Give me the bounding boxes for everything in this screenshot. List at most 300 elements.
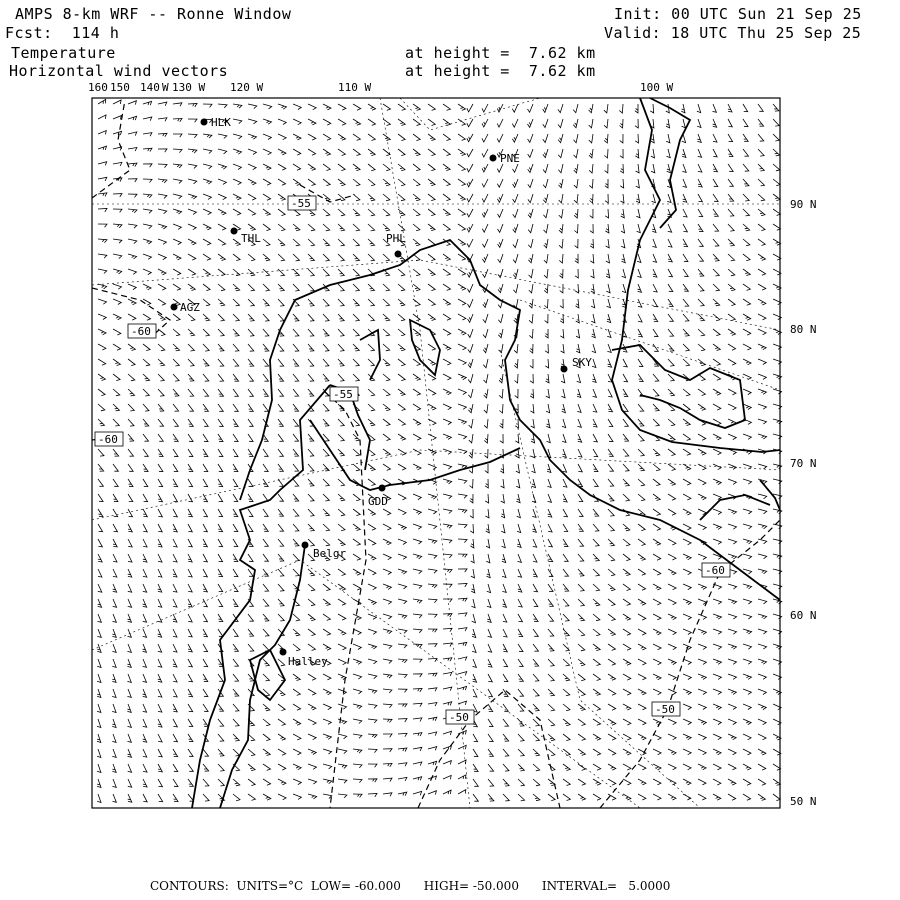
wind-barb <box>728 599 737 604</box>
wind-barb <box>668 464 675 471</box>
wind-barb <box>263 314 269 321</box>
wind-barb <box>398 719 407 722</box>
wind-barb <box>293 344 299 351</box>
wind-barb <box>308 134 316 140</box>
wind-barb <box>589 179 593 188</box>
wind-barb <box>323 749 332 754</box>
wind-barb <box>482 194 488 202</box>
wind-barb <box>593 584 600 591</box>
wind-barb <box>485 464 488 473</box>
wind-barb <box>248 149 256 155</box>
wind-barb <box>515 389 518 398</box>
wind-barb <box>203 479 208 487</box>
wind-barb <box>338 764 347 768</box>
wind-barb <box>698 314 705 321</box>
wind-barb <box>488 629 492 637</box>
wind-barb <box>443 119 450 126</box>
wind-barb <box>443 419 451 425</box>
wind-barb <box>758 149 764 156</box>
wind-barb <box>143 449 148 456</box>
wind-barb <box>158 629 162 637</box>
wind-barb <box>698 224 703 232</box>
wind-barb <box>353 149 360 156</box>
wind-barb <box>158 494 163 502</box>
wind-barb <box>173 539 177 547</box>
wind-barb <box>758 614 767 619</box>
wind-barb <box>713 284 720 291</box>
wind-barb <box>528 164 533 173</box>
wind-barb <box>143 284 151 290</box>
wind-barb <box>443 344 451 350</box>
wind-barb <box>728 464 736 469</box>
wind-barb <box>513 179 518 187</box>
wind-barb <box>353 734 362 738</box>
wind-barb <box>308 509 314 516</box>
wind-barb <box>98 254 107 258</box>
wind-barb <box>368 734 377 738</box>
wind-barb <box>128 734 132 742</box>
wind-barb <box>593 434 597 442</box>
wind-barb <box>498 209 504 217</box>
wind-barb <box>666 134 670 143</box>
wind-barb <box>248 164 256 170</box>
wind-barb <box>188 749 193 756</box>
wind-barb <box>113 314 121 320</box>
wind-barb <box>263 239 270 246</box>
wind-barb <box>563 494 567 502</box>
wind-barb <box>560 329 563 338</box>
wind-barb <box>233 539 238 547</box>
wind-barb <box>203 554 207 562</box>
wind-barb <box>338 734 347 739</box>
wind-barb <box>383 599 392 604</box>
wind-barb <box>278 119 286 125</box>
wind-barb <box>143 464 148 471</box>
wind-barb <box>482 104 488 112</box>
wind-barb <box>683 704 691 710</box>
wind-barb <box>773 164 780 171</box>
wind-barb <box>514 344 518 353</box>
wind-barb <box>528 179 533 188</box>
wind-barb <box>263 344 269 351</box>
wind-barb <box>608 719 616 725</box>
wind-barb <box>593 749 601 755</box>
wind-barb <box>218 419 223 426</box>
wind-barb <box>143 479 148 487</box>
wind-barb <box>278 149 286 155</box>
wind-barb <box>98 419 105 426</box>
wind-barb <box>413 389 421 395</box>
wind-barb <box>263 554 268 561</box>
wind-barb <box>353 689 362 694</box>
wind-barb <box>558 149 563 158</box>
wind-barb <box>278 179 286 185</box>
wind-barb <box>218 404 223 411</box>
wind-barb <box>127 689 131 697</box>
wind-barb <box>608 539 615 546</box>
wind-barb <box>578 449 582 457</box>
wind-barb <box>98 584 102 592</box>
wind-barb <box>683 344 689 351</box>
wind-barb <box>497 194 503 202</box>
wind-barb <box>529 284 533 293</box>
wind-barb <box>513 194 518 202</box>
forecast-hour: Fcst: 114 h <box>5 24 120 42</box>
wind-barb <box>278 734 286 740</box>
wind-barb <box>383 374 390 381</box>
wind-barb <box>113 374 120 381</box>
wind-barb <box>547 479 551 487</box>
wind-barb <box>501 494 505 503</box>
wind-barb <box>323 179 330 186</box>
wind-barb <box>383 299 390 306</box>
wind-barb <box>563 584 569 591</box>
wind-barb <box>158 659 162 667</box>
wind-barb <box>383 104 391 110</box>
wind-barb <box>743 539 752 544</box>
wind-barb <box>263 764 271 770</box>
wind-barb <box>188 239 196 245</box>
wind-barb <box>368 719 377 723</box>
wind-barb <box>338 524 345 531</box>
wind-barb <box>469 434 473 443</box>
wind-barb <box>128 434 134 441</box>
wind-barb <box>533 749 540 756</box>
contour-label: -55 <box>333 388 353 401</box>
wind-barb <box>487 614 491 622</box>
wind-barb <box>413 689 422 692</box>
wind-barb <box>308 179 315 186</box>
wind-barb <box>623 569 630 576</box>
wind-barb <box>623 614 631 620</box>
wind-barb <box>513 209 518 218</box>
wind-barb <box>638 779 646 785</box>
wind-barb <box>472 644 476 653</box>
wind-barb <box>143 674 147 682</box>
wind-barb <box>233 509 238 517</box>
wind-barb <box>743 734 751 740</box>
wind-barb <box>158 704 162 712</box>
wind-barb <box>398 614 407 619</box>
wind-barb <box>653 389 659 396</box>
wind-barb <box>353 449 360 456</box>
wind-barb <box>353 269 359 276</box>
wind-barb <box>338 629 346 635</box>
wind-barb <box>698 194 702 202</box>
wind-barb <box>248 359 254 366</box>
wind-barb <box>428 284 435 291</box>
wind-barb <box>683 194 687 202</box>
wind-barb <box>713 404 721 410</box>
wind-barb <box>188 314 195 321</box>
wind-barb <box>470 494 473 503</box>
wind-barb <box>293 494 299 501</box>
wind-barb <box>323 374 329 381</box>
wind-barb <box>607 314 611 323</box>
wind-barb <box>743 644 752 649</box>
wind-barb <box>443 479 452 484</box>
wind-barb <box>638 584 646 590</box>
wind-barb <box>498 329 503 338</box>
wind-barb <box>323 674 331 680</box>
wind-vector-field <box>97 99 782 802</box>
wind-barb <box>683 764 691 770</box>
wind-barb <box>113 494 118 502</box>
wind-barb <box>143 659 147 667</box>
wind-barb <box>467 119 473 127</box>
wind-barb <box>458 224 466 230</box>
wind-barb <box>368 479 375 486</box>
wind-barb <box>218 599 223 607</box>
wind-barb <box>158 374 164 381</box>
wind-barb <box>623 434 629 441</box>
wind-barb <box>353 524 360 531</box>
wind-barb <box>713 674 721 679</box>
wind-barb <box>428 703 437 707</box>
wind-barb <box>218 674 223 681</box>
wind-barb <box>112 644 116 652</box>
wind-barb <box>548 704 555 711</box>
wind-barb <box>293 479 299 486</box>
wind-barb <box>308 524 314 531</box>
wind-barb <box>248 509 253 517</box>
wind-barb <box>728 284 735 291</box>
wind-barb <box>383 284 390 291</box>
wind-barb <box>558 119 563 128</box>
wind-barb <box>97 764 101 773</box>
wind-barb <box>578 629 585 636</box>
wind-barb <box>589 149 593 158</box>
wind-barb <box>608 629 615 636</box>
wind-barb <box>713 119 717 127</box>
wind-barb <box>173 749 178 757</box>
wind-barb <box>668 584 676 590</box>
wind-barb <box>620 164 623 173</box>
wind-barb <box>353 539 360 545</box>
wind-barb <box>323 569 330 576</box>
wind-barb <box>502 584 506 592</box>
wind-barb <box>263 164 271 170</box>
wind-barb <box>518 569 522 577</box>
wind-barb <box>353 569 361 575</box>
wind-barb <box>218 434 223 442</box>
wind-barb <box>278 764 286 770</box>
station-label: PHL <box>386 232 406 245</box>
wind-barb <box>173 374 179 381</box>
wind-barb <box>173 224 181 229</box>
wind-barb <box>383 644 392 649</box>
wind-barb <box>248 374 254 381</box>
wind-barb <box>698 704 706 710</box>
wind-barb <box>353 134 360 140</box>
wind-barb <box>488 644 492 652</box>
wind-barb <box>98 524 103 532</box>
wind-barb <box>173 629 177 637</box>
wind-barb <box>515 434 518 443</box>
wind-barb <box>203 464 208 472</box>
wind-barb <box>485 479 488 488</box>
wind-barb <box>482 179 488 187</box>
wind-barb <box>143 554 147 562</box>
contour-label: -60 <box>705 564 725 577</box>
wind-barb <box>203 569 207 577</box>
wind-barb <box>638 539 645 546</box>
wind-barb <box>683 524 691 530</box>
wind-barb <box>158 614 162 622</box>
wind-barb <box>683 209 687 217</box>
wind-barb <box>743 179 749 186</box>
wind-barb <box>233 599 238 607</box>
wind-barb <box>383 314 390 321</box>
wind-barb <box>623 734 631 740</box>
wind-barb <box>593 419 597 427</box>
wind-barb <box>248 284 255 291</box>
wind-barb <box>636 209 640 218</box>
wind-barb <box>323 359 329 366</box>
wind-barb <box>398 434 406 440</box>
wind-barb <box>653 449 660 456</box>
wind-barb <box>353 764 362 768</box>
wind-barb <box>758 134 764 141</box>
wind-barb <box>158 779 163 787</box>
wind-barb <box>308 734 316 740</box>
wind-barb <box>608 359 612 367</box>
wind-barb <box>574 209 578 218</box>
wind-barb <box>593 554 599 561</box>
wind-barb <box>323 629 331 635</box>
wind-barb <box>158 434 163 441</box>
wind-barb <box>501 524 505 533</box>
wind-barb <box>518 629 523 637</box>
wind-barb <box>353 224 360 231</box>
wind-barb <box>128 344 135 351</box>
wind-barb <box>668 374 674 381</box>
wind-barb <box>546 404 550 413</box>
wind-barb <box>323 149 331 155</box>
wind-barb <box>143 179 152 183</box>
wind-barb <box>218 329 224 336</box>
wind-barb <box>653 539 661 545</box>
wind-barb <box>98 494 103 501</box>
wind-barb <box>743 704 751 710</box>
wind-barb <box>353 374 359 381</box>
wind-barb <box>263 659 269 666</box>
wind-barb <box>518 599 522 607</box>
wind-barb <box>758 749 766 755</box>
wind-barb <box>562 404 566 413</box>
wind-barb <box>428 673 437 677</box>
wind-barb <box>578 464 582 472</box>
wind-barb <box>188 704 193 712</box>
wind-barb <box>98 115 106 119</box>
wind-barb <box>469 419 473 428</box>
wind-barb <box>248 749 255 756</box>
wind-barb <box>458 642 467 646</box>
wind-barb <box>443 509 452 514</box>
wind-barb <box>143 644 147 652</box>
wind-barb <box>443 643 452 647</box>
wind-barb <box>113 329 121 335</box>
wind-barb <box>488 749 493 756</box>
wind-barb <box>143 374 150 381</box>
wind-barb <box>698 749 706 755</box>
wind-barb <box>518 749 524 756</box>
wind-barb <box>188 254 196 260</box>
wind-barb <box>173 134 182 137</box>
wind-barb <box>443 761 451 765</box>
wind-barb <box>743 194 749 201</box>
wind-barb <box>248 389 253 396</box>
wind-barb <box>604 104 608 113</box>
wind-barb <box>713 254 719 261</box>
wind-barb <box>698 524 706 530</box>
wind-barb <box>218 149 227 154</box>
wind-barb <box>758 599 767 604</box>
wind-barb <box>499 344 503 353</box>
wind-barb <box>173 179 182 183</box>
wind-barb <box>607 344 611 352</box>
wind-barb <box>668 224 672 232</box>
wind-barb <box>666 119 670 128</box>
wind-barb <box>653 794 661 800</box>
wind-barb <box>458 775 466 779</box>
wind-barb <box>728 194 734 201</box>
wind-barb <box>758 314 766 320</box>
wind-barb <box>188 434 193 441</box>
wind-barb <box>248 554 253 561</box>
wind-barb <box>743 719 751 725</box>
wind-barb <box>518 644 523 652</box>
wind-barb <box>113 239 122 243</box>
wind-barb <box>368 464 375 471</box>
wind-barb <box>468 329 473 338</box>
wind-barb <box>263 359 269 366</box>
wind-barb <box>758 734 766 740</box>
wind-barb <box>653 374 659 381</box>
wind-barb <box>368 794 377 797</box>
wind-barb <box>143 599 147 607</box>
wind-barb <box>368 584 376 590</box>
wind-barb <box>413 599 422 603</box>
wind-barb <box>413 777 422 781</box>
wind-barb <box>593 704 601 710</box>
wind-barb <box>263 449 268 456</box>
contour-label: -60 <box>131 325 151 338</box>
wind-barb <box>469 449 473 458</box>
wind-barb <box>713 644 722 649</box>
wind-barb <box>98 131 106 135</box>
wind-barb <box>728 539 737 544</box>
wind-barb <box>413 299 420 306</box>
wind-barb <box>203 314 210 321</box>
wind-barb <box>593 599 600 606</box>
wind-barb <box>113 359 120 366</box>
wind-barb <box>353 674 362 679</box>
wind-barb <box>608 599 615 606</box>
wind-barb <box>458 584 467 587</box>
wind-barb <box>482 119 488 127</box>
wind-barb <box>728 659 737 664</box>
wind-barb <box>428 614 437 618</box>
wind-barb <box>158 239 166 244</box>
wind-barb <box>428 389 436 395</box>
wind-barb <box>653 584 661 590</box>
wind-barb <box>623 389 628 397</box>
wind-barb <box>263 389 268 396</box>
wind-barb <box>128 209 137 213</box>
wind-barb <box>443 149 450 156</box>
wind-barb <box>728 254 735 261</box>
